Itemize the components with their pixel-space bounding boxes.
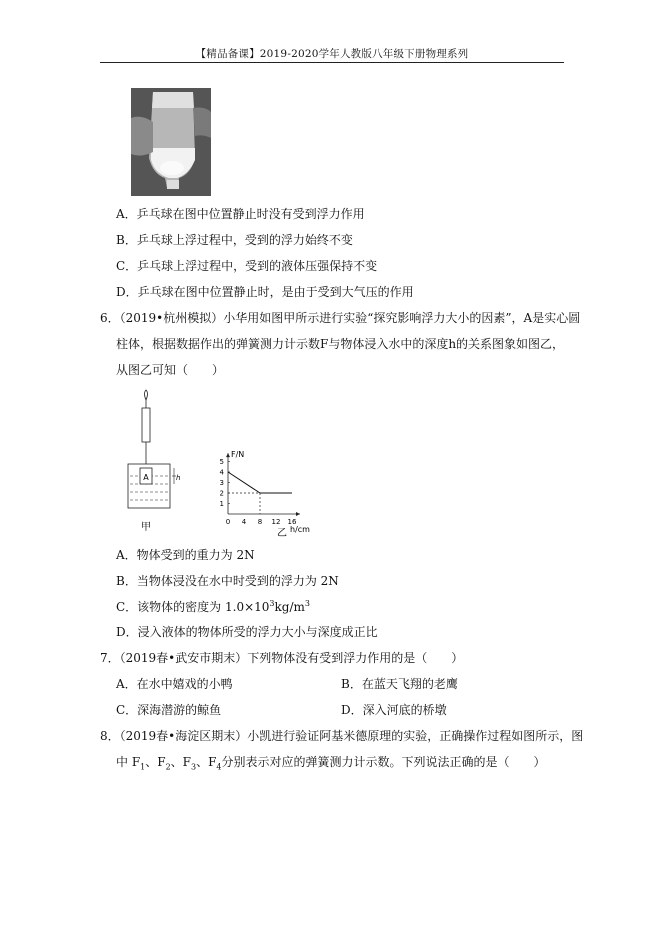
q8-stem-line2 xyxy=(116,754,546,770)
q5-option-b: B．乒乓球上浮过程中，受到的浮力始终不变 xyxy=(116,233,353,247)
q8-text: 分别表示对应的弹簧测力计示数。下列说法正确的是（ ） xyxy=(221,755,546,769)
q7-option-d: D．深入河底的桥墩 xyxy=(341,703,447,717)
y-axis-label: F/N xyxy=(231,450,245,460)
q6-option-c xyxy=(116,599,310,615)
q8-stem-line1: 8．（2019春•海淀区期末）小凯进行验证阿基米德原理的实验，正确操作过程如图所示，图 xyxy=(100,729,584,743)
page-header: 【精品备课】2019-2020学年人教版八年级下册物理系列 xyxy=(195,48,469,60)
q6-stem-line3: 从图乙可知（ ） xyxy=(116,363,225,377)
q8-text: 、F xyxy=(170,755,191,769)
q5-option-d: D．乒乓球在图中位置静止时，是由于受到大气压的作用 xyxy=(116,285,414,299)
block-label: A xyxy=(143,473,149,482)
x-tick-label: 4 xyxy=(241,518,247,526)
q8-text: 中 F xyxy=(116,755,141,769)
q5-option-c: C．乒乓球上浮过程中，受到的液体压强保持不变 xyxy=(116,259,378,273)
q8-sub4: 4 xyxy=(216,762,222,772)
q6-stem-line2: 柱体，根据数据作出的弹簧测力计示数F与物体浸入水中的深度h的关系图象如图乙， xyxy=(116,337,565,351)
q6-option-b: B．当物体浸没在水中时受到的浮力为 2N xyxy=(116,574,339,588)
q8-sub1: 1 xyxy=(140,762,146,772)
fig-label-left: 甲 xyxy=(141,522,151,533)
q6-option-c-exp2: 3 xyxy=(304,599,310,608)
q6-option-c-unit: kg/m xyxy=(274,600,305,614)
x-axis-arrow xyxy=(296,512,300,516)
header-rule xyxy=(100,62,564,63)
x-axis-label: h/cm xyxy=(290,525,310,534)
q6-option-c-text: C．该物体的密度为 1.0×10 xyxy=(116,600,270,614)
series-line xyxy=(228,472,292,493)
bottle-photo xyxy=(131,88,211,196)
y-tick-label: 1 xyxy=(219,500,224,508)
y-axis-arrow xyxy=(226,453,230,457)
q8-sub3: 3 xyxy=(191,762,197,772)
q6-stem-line1: 6．（2019•杭州模拟）小华用如图甲所示进行实验“探究影响浮力大小的因素”，A是实心圆 xyxy=(100,311,581,325)
q5-option-a: A．乒乓球在图中位置静止时没有受到浮力作用 xyxy=(116,207,365,221)
q8-text: 、F xyxy=(145,755,166,769)
spring-scale-apparatus xyxy=(128,390,180,508)
x-tick-label: 8 xyxy=(257,518,263,526)
q6-figure xyxy=(116,388,316,540)
y-tick-label: 4 xyxy=(219,468,224,477)
q7-option-c: C．深海潜游的鲸鱼 xyxy=(116,703,222,717)
q6-option-d: D．浸入液体的物体所受的浮力大小与深度成正比 xyxy=(116,625,378,639)
y-tick-label: 5 xyxy=(219,458,224,466)
q6-option-c-exp: 3 xyxy=(269,599,275,608)
q6-option-a: A．物体受到的重力为 2N xyxy=(116,548,255,562)
fig-label-right: 乙 xyxy=(277,528,287,539)
q8-sub2: 2 xyxy=(165,762,171,772)
x-tick-label: 12 xyxy=(271,518,281,526)
q7-option-b: B．在蓝天飞翔的老鹰 xyxy=(341,677,458,691)
q7-stem: 7．（2019春•武安市期末）下列物体没有受到浮力作用的是（ ） xyxy=(100,651,464,665)
q8-text: 、F xyxy=(196,755,217,769)
bottle-photo-drawing xyxy=(131,88,211,196)
y-tick-label: 3 xyxy=(219,479,224,487)
x-tick-label: 16 xyxy=(287,518,297,526)
force-depth-graph xyxy=(220,450,311,534)
depth-label: h xyxy=(176,474,181,482)
q7-option-a: A．在水中嬉戏的小鸭 xyxy=(116,677,233,691)
x-tick-label: 0 xyxy=(225,518,231,526)
y-tick-label: 2 xyxy=(219,489,224,498)
